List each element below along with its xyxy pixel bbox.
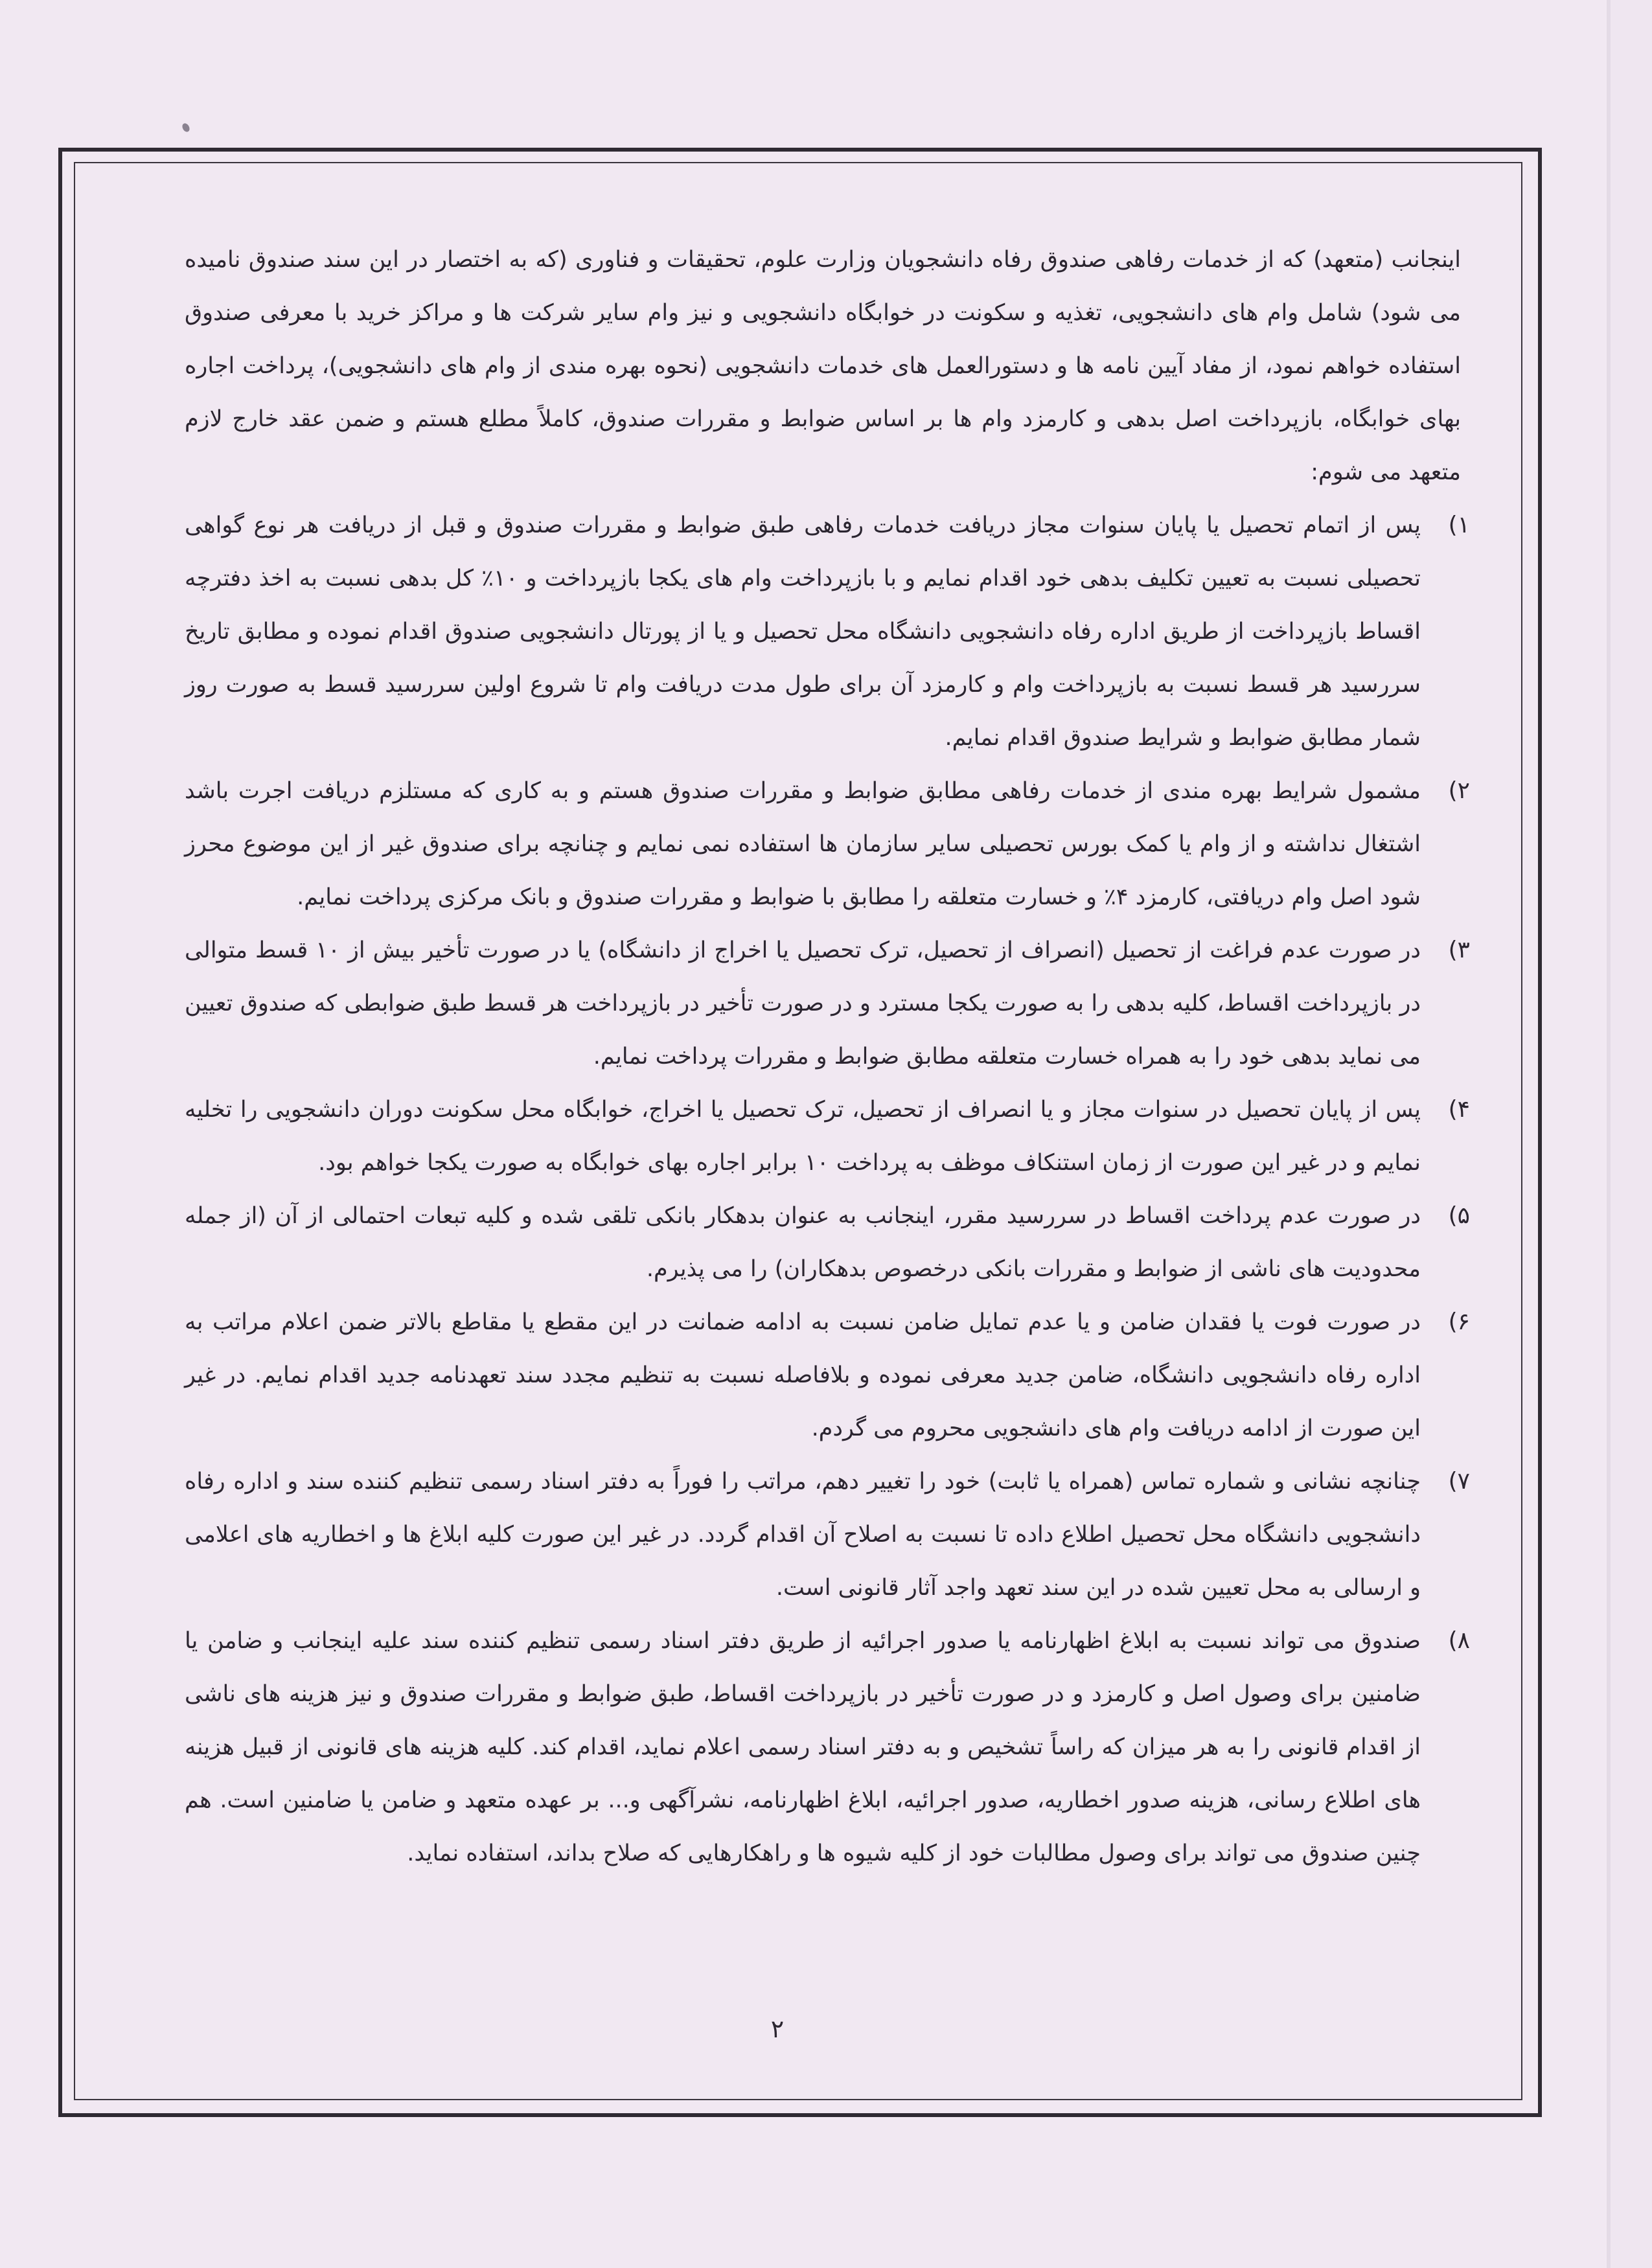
clause-text: در صورت فوت یا فقدان ضامن و یا عدم تمایل ضامن نسبت به ادامه ضمانت در این مقطع یا مقاطع بالاتر ضمن اعلام مراتب به اداره رفاه دانشجویی دانشگاه، ضامن جدید معرفی نموده و بلافاصله نسبت به تنظیم مجدد سند تعهدنامه جدید اقدام نمایم. در غیر این صورت از ادامه دریافت وام های دانشجویی محروم می گردم. xyxy=(185,1309,1421,1441)
clause-list xyxy=(185,499,1470,1880)
clause-8 xyxy=(185,1614,1470,1880)
clause-1 xyxy=(185,499,1470,764)
clause-number: ۳) xyxy=(1448,937,1470,963)
clause-text: در صورت عدم فراغت از تحصیل (انصراف از تحصیل، ترک تحصیل یا اخراج از دانشگاه) یا در صورت تأخیر بیش از ۱۰ قسط متوالی در بازپرداخت اقساط، کلیه بدهی را به صورت یکجا مسترد و در صورت تأخیر در بازپرداخت هر قسط طبق ضوابطی که صندوق تعیین می نماید بدهی خود را به همراه خسارت متعلقه مطابق ضوابط و مقررات پرداخت نمایم. xyxy=(185,937,1421,1070)
clause-2 xyxy=(185,764,1470,924)
clause-number: ۸) xyxy=(1448,1627,1470,1654)
page-number: ۲ xyxy=(770,2015,785,2043)
clause-number: ۵) xyxy=(1448,1202,1470,1229)
clause-text: چنانچه نشانی و شماره تماس (همراه یا ثابت) خود را تغییر دهم، مراتب را فوراً به دفتر اسناد رسمی تنظیم کننده سند و اداره رفاه دانشجویی دانشگاه محل تحصیل اطلاع داده تا نسبت به اصلاح آن اقدام گردد. در غیر این صورت کلیه ابلاغ ها و اخطاریه های اعلامی و ارسالی به محل تعیین شده در این سند تعهد واجد آثار قانونی است. xyxy=(185,1469,1421,1601)
document-body xyxy=(185,233,1470,1880)
clause-number: ۲) xyxy=(1448,777,1470,804)
clause-5 xyxy=(185,1189,1470,1296)
clause-3 xyxy=(185,924,1470,1083)
clause-7 xyxy=(185,1455,1470,1614)
clause-6 xyxy=(185,1296,1470,1455)
clause-number: ۱) xyxy=(1448,512,1470,538)
clause-number: ۴) xyxy=(1448,1096,1470,1123)
clause-number: ۶) xyxy=(1448,1309,1470,1335)
clause-text: در صورت عدم پرداخت اقساط در سررسید مقرر، اینجانب به عنوان بدهکار بانکی تلقی شده و کلیه تبعات احتمالی از آن (از جمله محدودیت های ناشی از ضوابط و مقررات بانکی درخصوص بدهکاران) را می پذیرم. xyxy=(185,1203,1421,1282)
clause-text: مشمول شرایط بهره مندی از خدمات رفاهی مطابق ضوابط و مقررات صندوق هستم و به کاری که مستلزم دریافت اجرت باشد اشتغال نداشته و از وام یا کمک بورس تحصیلی سایر سازمان ها استفاده نمی نمایم و چنانچه برای صندوق غیر از این موضوع محرز شود اصل وام دریافتی، کارمزد ۴٪ و خسارت متعلقه را مطابق با ضوابط و مقررات صندوق و بانک مرکزی پرداخت نمایم. xyxy=(185,778,1421,910)
clause-number: ۷) xyxy=(1448,1468,1470,1495)
clause-4 xyxy=(185,1083,1470,1189)
intro-paragraph: اینجانب (متعهد) که از خدمات رفاهی صندوق رفاه دانشجویان وزارت علوم، تحقیقات و فناوری (که به اختصار در این سند صندوق نامیده می شود) شامل وام های دانشجویی، تغذیه و سکونت در خوابگاه دانشجویی و نیز وام سایر شرکت ها و مراکز خرید با معرفی صندوق استفاده خواهم نمود، از مفاد آیین نامه ها و دستورالعمل های خدمات دانشجویی (نحوه بهره مندی از وام های دانشجویی)، پرداخت اجاره بهای خوابگاه، بازپرداخت اصل بدهی و کارمزد وام ها بر اساس ضوابط و مقررات صندوق، کاملاً مطلع هستم و ضمن عقد خارج لازم متعهد می شوم: xyxy=(185,247,1461,485)
clause-text: پس از پایان تحصیل در سنوات مجاز و یا انصراف از تحصیل، ترک تحصیل یا اخراج، خوابگاه محل سکونت دوران دانشجویی را تخلیه نمایم و در غیر این صورت از زمان استنکاف موظف به پرداخت ۱۰ برابر اجاره بهای خوابگاه به صورت یکجا خواهم بود. xyxy=(185,1097,1421,1176)
clause-text: پس از اتمام تحصیل یا پایان سنوات مجاز دریافت خدمات رفاهی طبق ضوابط و مقررات صندوق و قبل از دریافت هر نوع گواهی تحصیلی نسبت به تعیین تکلیف بدهی خود اقدام نمایم و با بازپرداخت وام های یکجا بازپرداخت و ۱۰٪ کل بدهی نسبت به اخذ دفترچه اقساط بازپرداخت از طریق اداره رفاه دانشجویی دانشگاه محل تحصیل و یا از پورتال دانشجویی صندوق اقدام نموده و مطابق تاریخ سررسید هر قسط نسبت به بازپرداخت وام و کارمزد آن برای طول مدت دریافت وام تا شروع اولین سررسید قسط به صورت روز شمار مطابق ضوابط و شرایط صندوق اقدام نمایم. xyxy=(185,512,1421,751)
clause-text: صندوق می تواند نسبت به ابلاغ اظهارنامه یا صدور اجرائیه از طریق دفتر اسناد رسمی تنظیم کننده سند علیه اینجانب و ضامن یا ضامنین برای وصول اصل و کارمزد و در صورت تأخیر در بازپرداخت اقساط، طبق ضوابط و مقررات صندوق و نیز هزینه های ناشی از اقدام قانونی را به هر میزان که راساً تشخیص و به دفتر اسناد رسمی اعلام نماید، اقدام کند. کلیه هزینه های قانونی از قبیل هزینه های اطلاع رسانی، هزینه صدور اخطاریه، صدور اجرائیه، ابلاغ اظهارنامه، نشرآگهی و... بر عهده متعهد و ضامن یا ضامنین است. هم چنین صندوق می تواند برای وصول مطالبات خود از کلیه شیوه ها و راهکارهایی که صلاح بداند، استفاده نماید. xyxy=(185,1628,1421,1866)
